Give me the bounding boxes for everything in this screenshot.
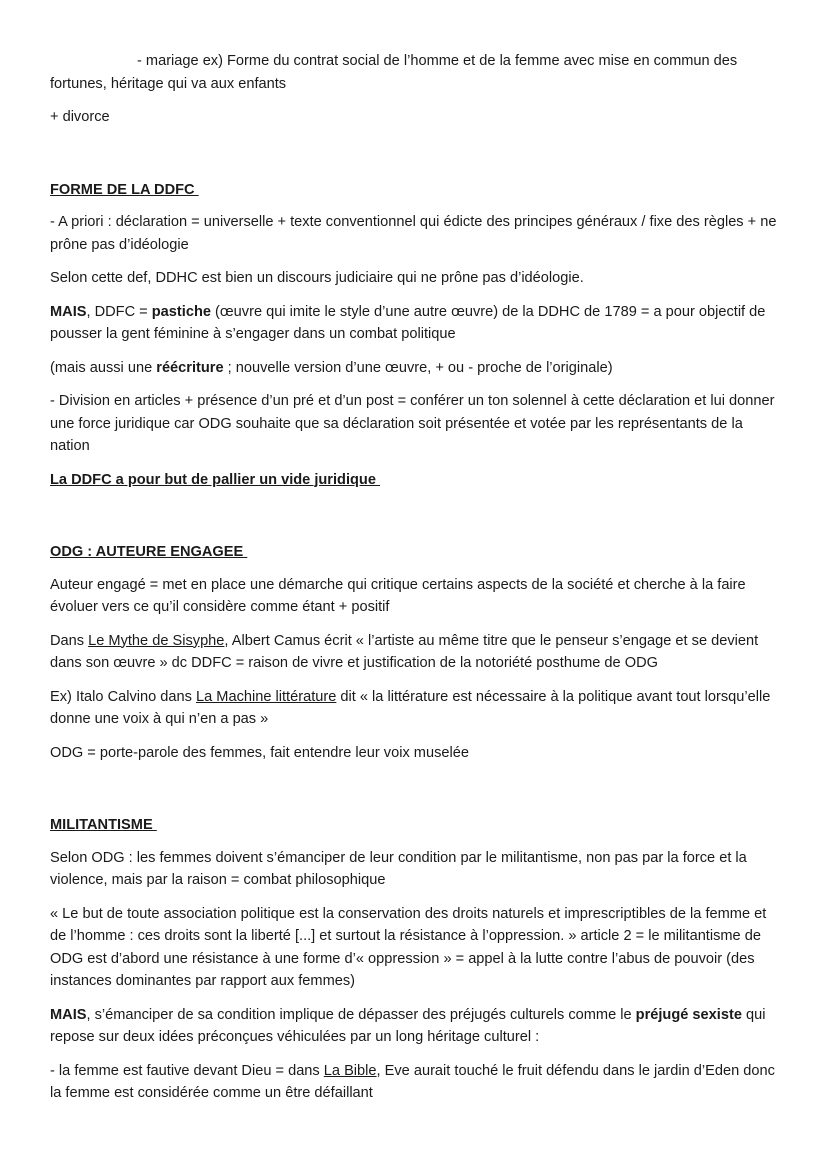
mais-bold: MAIS <box>50 303 87 320</box>
book-title-machine: La Machine littérature <box>196 688 337 705</box>
text-span: Ex) Italo Calvino dans <box>50 688 197 705</box>
section-heading-forme-ddfc: FORME DE LA DDFC <box>50 181 199 198</box>
document-page <box>50 50 780 1116</box>
section-heading-odg-auteure: ODG : AUTEURE ENGAGEE <box>50 544 248 560</box>
paragraph-selon-def: Selon cette def, DDHC est bien un discours judiciaire qui ne prône pas d’idéologie. <box>50 270 584 286</box>
paragraph-prejuges <box>50 1004 780 1049</box>
intro-divorce-line: + divorce <box>50 109 110 125</box>
paragraph-camus <box>50 630 780 675</box>
paragraph-reecriture <box>50 357 780 380</box>
text-span: , Albert Camus écrit « l’artiste au même titre que le penseur s’engage et se devient dans son œuvre » dc DDFC = raison de vivre et justification de la notoriété posthume de ODG <box>50 632 759 671</box>
paragraph-porte-parole: ODG = porte-parole des femmes, fait entendre leur voix muselée <box>50 744 469 761</box>
text-span: (œuvre qui imite le style d’une autre œuvre) de la DDHC de 1789 = a pour objectif de pousser la gent féminine à s’engager dans un combat politique <box>50 303 766 342</box>
text-span: qui repose sur deux idées préconçues véhiculées par un long héritage culturel : <box>50 1006 766 1045</box>
text-span: - la femme est fautive devant Dieu = dans <box>50 1062 324 1079</box>
mais-bold: MAIS <box>50 1006 87 1023</box>
section-heading-militantisme: MILITANTISME <box>50 817 157 833</box>
paragraph-conclusion <box>50 469 780 492</box>
paragraph-selon-odg: Selon ODG : les femmes doivent s’émanciper de leur condition par le militantisme, non pas par la force et la violence, mais par la raison = combat philosophique <box>50 849 747 888</box>
book-title-sisyphe: Le Mythe de Sisyphe <box>88 632 225 649</box>
text-span: , DDFC = <box>86 303 152 320</box>
paragraph-article-2: « Le but de toute association politique est la conservation des droits naturels et imprescriptibles de la femme et de l’homme : ces droits sont la liberté [...] et surtout la résistance à l’oppression. » article 2 = le militantisme de ODG est d’abord une résistance à une forme d’« oppression » = appel à la lutte contre l’abus de pouvoir (des instances dominantes par rapport aux femmes) <box>50 905 767 989</box>
pastiche-bold: pastiche <box>151 303 211 320</box>
reecriture-bold: réécriture <box>156 359 224 376</box>
paragraph-a-priori: - A priori : déclaration = universelle + texte conventionnel qui édicte des principes généraux / fixe des règles + ne prône pas d’idéologie <box>50 214 777 253</box>
text-span: Dans <box>50 632 89 649</box>
paragraph-bible <box>50 1060 780 1105</box>
intro-paragraph: - mariage ex) Forme du contrat social de l’homme et de la femme avec mise en commun des fortunes, héritage qui va aux enfants <box>50 53 738 92</box>
paragraph-division-articles: - Division en articles + présence d’un pré et d’un post = conférer un ton solennel à cette déclaration et lui donner une force juridique car ODG souhaite que sa déclaration soit présentée et votée par les représentants de la nation <box>50 393 775 454</box>
paragraph-calvino <box>50 686 780 731</box>
text-span: (mais aussi une <box>50 359 157 376</box>
text-span: , s’émanciper de sa condition implique de dépasser des préjugés culturels comme le <box>86 1006 636 1023</box>
text-span: dit « la littérature est nécessaire à la politique avant tout lorsqu’elle donne une voix à qui n’en a pas » <box>50 688 771 727</box>
book-title-bible: La Bible <box>323 1062 377 1079</box>
prejuge-sexiste-bold: préjugé sexiste <box>635 1006 742 1023</box>
conclusion-bold-underlined: La DDFC a pour but de pallier un vide juridique <box>50 471 381 488</box>
paragraph-auteur-engage: Auteur engagé = met en place une démarche qui critique certains aspects de la société et cherche à la faire évoluer vers ce qu’il considère comme étant + positif <box>50 576 746 615</box>
text-span: ; nouvelle version d’une œuvre, + ou - proche de l’originale) <box>223 359 613 376</box>
paragraph-pastiche <box>50 301 780 346</box>
text-span: , Eve aurait touché le fruit défendu dans le jardin d’Eden donc la femme est considérée comme un être défaillant <box>50 1062 775 1101</box>
